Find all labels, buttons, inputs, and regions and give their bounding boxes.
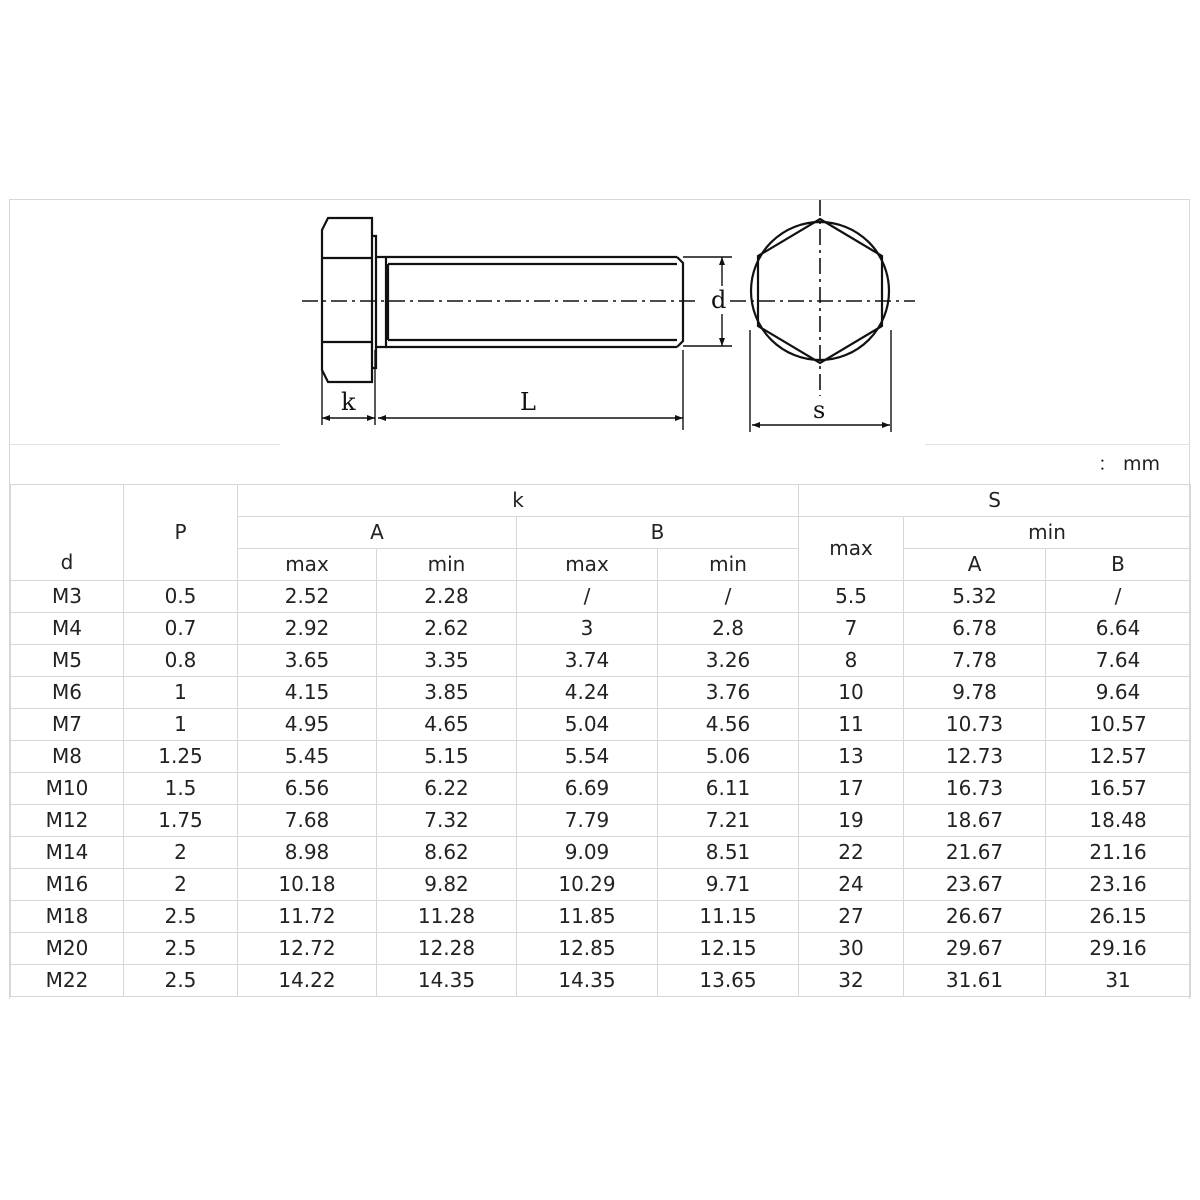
cell-s-min-a: 23.67 [904, 869, 1046, 901]
cell-k-b-min: 2.8 [658, 613, 799, 645]
cell-s-min-a: 26.67 [904, 901, 1046, 933]
bolt-head-icon [322, 218, 372, 382]
cell-s-max: 13 [799, 741, 904, 773]
header-k-a-max: max [238, 549, 377, 581]
hex-bolt-drawing [10, 200, 1190, 444]
cell-k-b-min: 3.26 [658, 645, 799, 677]
cell-p: 0.8 [124, 645, 238, 677]
cell-d: M12 [11, 805, 124, 837]
cell-s-min-a: 16.73 [904, 773, 1046, 805]
cell-k-b-max: 11.85 [517, 901, 658, 933]
cell-d: M6 [11, 677, 124, 709]
cell-d: M3 [11, 581, 124, 613]
cell-k-a-max: 7.68 [238, 805, 377, 837]
cell-p: 1 [124, 677, 238, 709]
cell-s-min-a: 29.67 [904, 933, 1046, 965]
table-row [11, 677, 1191, 709]
cell-s-max: 10 [799, 677, 904, 709]
cell-k-a-min: 11.28 [377, 901, 517, 933]
cell-k-a-max: 5.45 [238, 741, 377, 773]
table-row [11, 645, 1191, 677]
cell-d: M10 [11, 773, 124, 805]
cell-k-b-min: 4.56 [658, 709, 799, 741]
cell-k-a-min: 7.32 [377, 805, 517, 837]
cell-k-b-min: 9.71 [658, 869, 799, 901]
cell-s-max: 11 [799, 709, 904, 741]
header-s: S [799, 485, 1191, 517]
cell-k-b-max: 14.35 [517, 965, 658, 997]
cell-s-min-b: 26.15 [1046, 901, 1191, 933]
header-d: d [11, 485, 124, 581]
table-row [11, 805, 1191, 837]
cell-k-a-max: 3.65 [238, 645, 377, 677]
cell-k-a-min: 6.22 [377, 773, 517, 805]
cell-d: M14 [11, 837, 124, 869]
cell-k-a-min: 3.85 [377, 677, 517, 709]
table-row [11, 773, 1191, 805]
dimension-label-L: L [520, 388, 536, 416]
cell-s-min-b: 7.64 [1046, 645, 1191, 677]
unit-label: ： mm [1097, 453, 1160, 475]
cell-k-b-max: 10.29 [517, 869, 658, 901]
cell-s-min-a: 10.73 [904, 709, 1046, 741]
header-s-max: max [799, 517, 904, 581]
cell-s-max: 24 [799, 869, 904, 901]
cell-s-max: 32 [799, 965, 904, 997]
cell-k-a-min: 9.82 [377, 869, 517, 901]
cell-k-a-max: 11.72 [238, 901, 377, 933]
cell-s-max: 17 [799, 773, 904, 805]
header-k-a: A [238, 517, 517, 549]
cell-s-min-b: 18.48 [1046, 805, 1191, 837]
cell-k-b-min: 7.21 [658, 805, 799, 837]
header-k-b-max: max [517, 549, 658, 581]
cell-k-b-min: 11.15 [658, 901, 799, 933]
divider [925, 444, 1190, 445]
cell-s-max: 19 [799, 805, 904, 837]
cell-d: M8 [11, 741, 124, 773]
cell-s-max: 27 [799, 901, 904, 933]
cell-s-max: 5.5 [799, 581, 904, 613]
cell-s-min-b: 9.64 [1046, 677, 1191, 709]
cell-k-a-min: 12.28 [377, 933, 517, 965]
cell-p: 2 [124, 869, 238, 901]
cell-s-max: 8 [799, 645, 904, 677]
dimension-label-d: d [711, 286, 727, 314]
cell-k-b-min: 8.51 [658, 837, 799, 869]
cell-s-min-b: 31 [1046, 965, 1191, 997]
header-k: k [238, 485, 799, 517]
table-row [11, 933, 1191, 965]
cell-k-a-max: 6.56 [238, 773, 377, 805]
cell-p: 0.7 [124, 613, 238, 645]
cell-k-a-min: 5.15 [377, 741, 517, 773]
cell-s-min-a: 21.67 [904, 837, 1046, 869]
cell-k-a-min: 3.35 [377, 645, 517, 677]
cell-p: 1 [124, 709, 238, 741]
cell-k-a-max: 2.52 [238, 581, 377, 613]
cell-s-min-b: 16.57 [1046, 773, 1191, 805]
cell-k-b-min: 3.76 [658, 677, 799, 709]
divider [10, 444, 280, 445]
cell-s-min-b: 29.16 [1046, 933, 1191, 965]
cell-k-a-max: 4.95 [238, 709, 377, 741]
cell-k-b-max: 5.04 [517, 709, 658, 741]
table-row [11, 741, 1191, 773]
cell-k-b-max: 4.24 [517, 677, 658, 709]
cell-k-a-min: 8.62 [377, 837, 517, 869]
cell-k-b-min: 13.65 [658, 965, 799, 997]
cell-d: M16 [11, 869, 124, 901]
table-row [11, 709, 1191, 741]
table-row [11, 837, 1191, 869]
table-row [11, 581, 1191, 613]
cell-s-min-b: 23.16 [1046, 869, 1191, 901]
cell-k-b-max: 12.85 [517, 933, 658, 965]
cell-p: 2.5 [124, 901, 238, 933]
header-s-min-a: A [904, 549, 1046, 581]
cell-d: M22 [11, 965, 124, 997]
cell-p: 1.75 [124, 805, 238, 837]
table-row [11, 965, 1191, 997]
cell-k-b-max: 3 [517, 613, 658, 645]
cell-s-min-a: 18.67 [904, 805, 1046, 837]
table-row [11, 613, 1191, 645]
cell-k-a-max: 2.92 [238, 613, 377, 645]
cell-k-a-max: 14.22 [238, 965, 377, 997]
cell-k-b-min: 12.15 [658, 933, 799, 965]
bolt-spec-table [10, 484, 1191, 997]
cell-k-b-max: 6.69 [517, 773, 658, 805]
cell-s-min-b: / [1046, 581, 1191, 613]
cell-d: M4 [11, 613, 124, 645]
cell-d: M20 [11, 933, 124, 965]
header-s-min: min [904, 517, 1191, 549]
cell-k-a-max: 12.72 [238, 933, 377, 965]
header-k-a-min: min [377, 549, 517, 581]
cell-k-b-max: / [517, 581, 658, 613]
header-s-min-b: B [1046, 549, 1191, 581]
cell-s-min-b: 21.16 [1046, 837, 1191, 869]
cell-s-min-a: 6.78 [904, 613, 1046, 645]
cell-s-max: 30 [799, 933, 904, 965]
cell-k-b-max: 9.09 [517, 837, 658, 869]
cell-k-a-min: 2.62 [377, 613, 517, 645]
cell-k-b-min: 6.11 [658, 773, 799, 805]
cell-k-b-min: / [658, 581, 799, 613]
cell-p: 2.5 [124, 933, 238, 965]
cell-k-a-max: 10.18 [238, 869, 377, 901]
cell-k-b-max: 7.79 [517, 805, 658, 837]
cell-k-b-max: 3.74 [517, 645, 658, 677]
cell-d: M5 [11, 645, 124, 677]
cell-s-min-a: 12.73 [904, 741, 1046, 773]
cell-s-min-b: 10.57 [1046, 709, 1191, 741]
header-p: P [124, 485, 238, 581]
dimension-label-k: k [341, 388, 356, 416]
cell-s-min-a: 9.78 [904, 677, 1046, 709]
cell-p: 0.5 [124, 581, 238, 613]
cell-s-max: 22 [799, 837, 904, 869]
cell-k-a-min: 14.35 [377, 965, 517, 997]
dimension-label-s: s [813, 396, 826, 424]
cell-k-a-min: 2.28 [377, 581, 517, 613]
cell-s-min-a: 5.32 [904, 581, 1046, 613]
cell-s-min-a: 31.61 [904, 965, 1046, 997]
header-k-b-min: min [658, 549, 799, 581]
cell-d: M7 [11, 709, 124, 741]
table-row [11, 869, 1191, 901]
cell-p: 2 [124, 837, 238, 869]
cell-s-min-a: 7.78 [904, 645, 1046, 677]
header-k-b: B [517, 517, 799, 549]
cell-k-b-min: 5.06 [658, 741, 799, 773]
cell-s-min-b: 6.64 [1046, 613, 1191, 645]
cell-p: 1.25 [124, 741, 238, 773]
cell-s-min-b: 12.57 [1046, 741, 1191, 773]
cell-k-a-max: 4.15 [238, 677, 377, 709]
cell-k-a-max: 8.98 [238, 837, 377, 869]
table-row [11, 901, 1191, 933]
cell-k-a-min: 4.65 [377, 709, 517, 741]
cell-p: 2.5 [124, 965, 238, 997]
cell-d: M18 [11, 901, 124, 933]
cell-s-max: 7 [799, 613, 904, 645]
cell-k-b-max: 5.54 [517, 741, 658, 773]
cell-p: 1.5 [124, 773, 238, 805]
